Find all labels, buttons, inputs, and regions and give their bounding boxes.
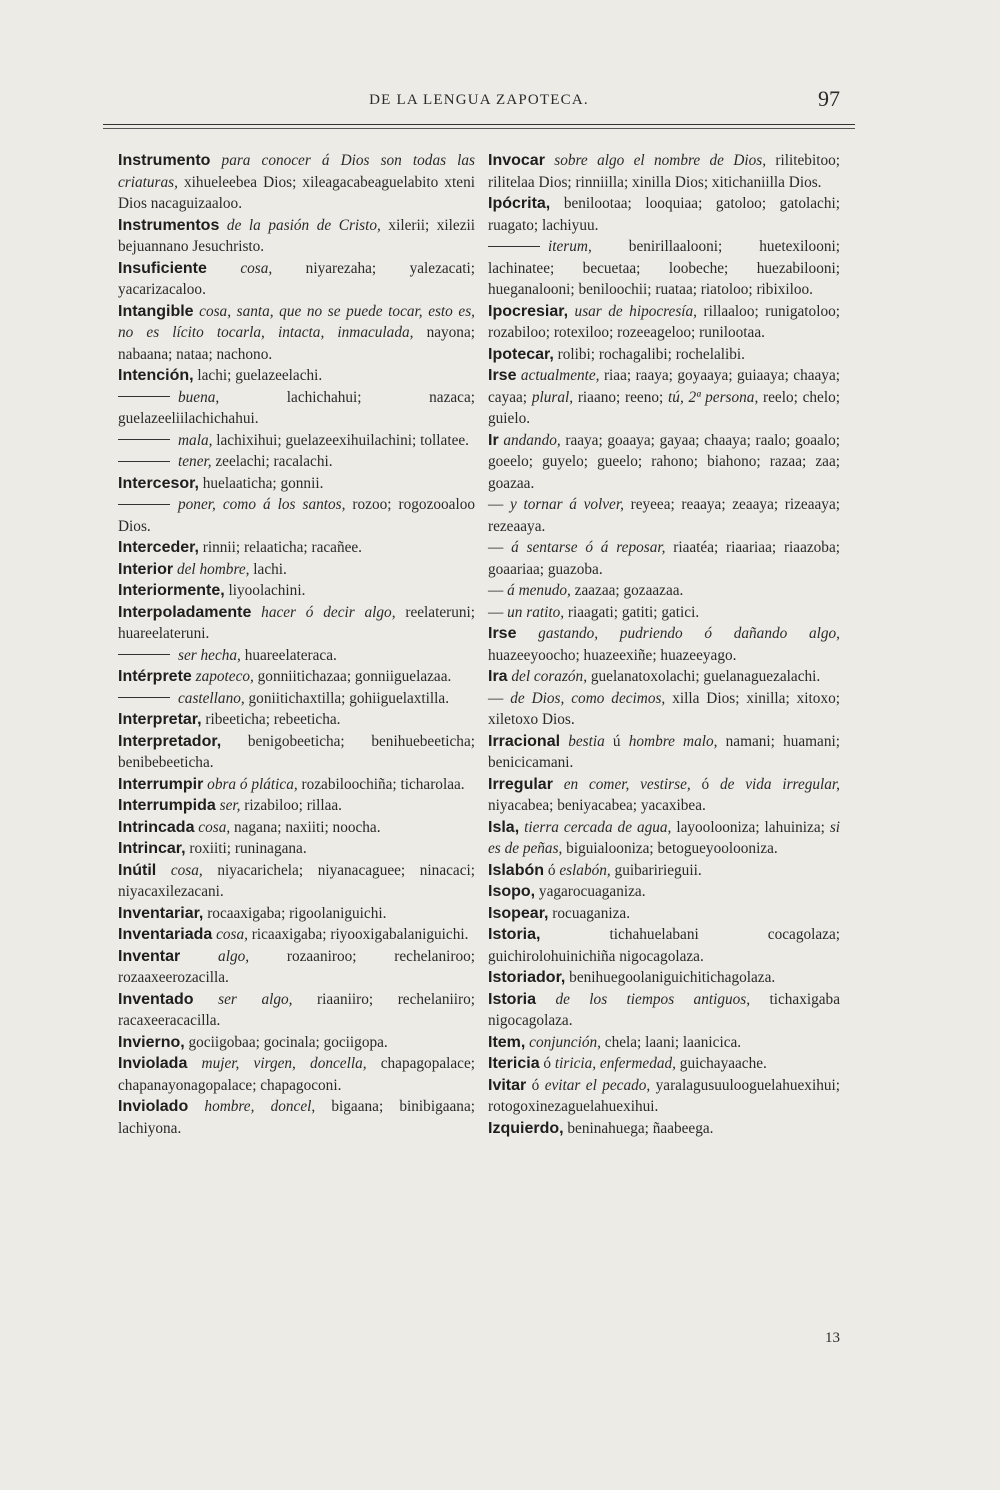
translation-text: ó	[526, 1076, 545, 1094]
gloss-italic: tú, 2ª persona,	[668, 388, 759, 406]
translation-text: guibaririeguii.	[610, 861, 702, 879]
dictionary-entry	[118, 795, 475, 817]
dictionary-entry	[118, 215, 475, 258]
dictionary-entry	[118, 473, 475, 495]
translation-text	[553, 776, 564, 793]
gloss-italic: cosa,	[240, 259, 273, 277]
dictionary-subentry	[118, 430, 475, 452]
translation-text: lachi; guelazeelachi.	[193, 367, 323, 384]
translation-text: benilootaa; looquiaa; gatoloo; gatolachi; ruagato; lachiyuu.	[488, 195, 840, 234]
translation-text: reelateruni; huareelateruni.	[118, 603, 476, 642]
gloss-italic: para conocer á Dios son todas las criaturas,	[118, 152, 475, 191]
dictionary-entry	[118, 666, 475, 688]
dictionary-entry	[118, 774, 475, 796]
translation-text: huelaaticha; gonnii.	[198, 474, 324, 492]
translation-text: riaagati; gatiti; gatici.	[564, 603, 700, 621]
page-header	[118, 86, 840, 120]
dictionary-entry	[488, 731, 840, 774]
gloss-italic: actualmente,	[520, 367, 600, 384]
dictionary-entry	[488, 1053, 840, 1075]
dictionary-entry	[118, 1032, 475, 1054]
translation-text: yaralagusuulooguelahuexihui; rotogoxinezaguelahuexihui.	[488, 1076, 840, 1115]
gloss-italic: hombre malo,	[628, 732, 718, 750]
gloss-italic: gastando, pudriendo ó dañando algo,	[538, 625, 840, 642]
translation-text: tichahuelabani cocagolaza; guichirolohuinichiña nigocagolaza.	[488, 926, 840, 965]
headword: Interceder,	[118, 539, 199, 556]
headword: Izquierdo,	[488, 1119, 564, 1137]
gloss-italic: tiricia, enfermedad,	[554, 1055, 676, 1072]
translation-text	[210, 152, 221, 169]
translation-text: —	[488, 582, 508, 599]
headword: Isopo,	[488, 883, 536, 900]
headword: Invocar	[488, 152, 545, 169]
dictionary-entry	[488, 1118, 840, 1140]
running-title: DE LA LENGUA ZAPOTECA.	[369, 92, 589, 108]
page-number: 97	[818, 86, 840, 111]
headword: Intercesor,	[118, 474, 199, 492]
gloss-italic: de vida irregular,	[719, 775, 841, 793]
translation-text: namani; huamani; benicicamani.	[488, 732, 840, 771]
translation-text	[545, 152, 554, 169]
headword: Irracional	[488, 732, 561, 750]
headword: Interpoladamente	[118, 603, 252, 621]
translation-text	[156, 862, 171, 879]
translation-text: ó	[690, 775, 720, 793]
gloss-italic: del hombre,	[176, 560, 250, 578]
translation-text: lachixihui; guelazeexihuilachini; tollatee.	[212, 431, 469, 449]
translation-text: rozaaniroo; rechelaniroo; rozaaxeerozacilla.	[118, 947, 475, 986]
gloss-italic: castellano,	[178, 689, 245, 707]
ditto-dash	[118, 461, 170, 462]
translation-text: beninahuega; ñaabeega.	[563, 1119, 714, 1137]
headword: Istoria,	[488, 926, 541, 943]
translation-text: rolibi; rochagalibi; rochelalibi.	[553, 345, 745, 363]
dictionary-entry	[488, 688, 840, 731]
headword: Intangible	[118, 302, 194, 320]
translation-text	[194, 991, 219, 1008]
translation-text: riaaniiro; rechelaniiro; racaxeeracacilla.	[118, 990, 475, 1029]
translation-text: nayona; nabaana; nataa; nachono.	[118, 324, 475, 363]
gloss-italic: á menudo,	[507, 582, 571, 599]
header-rule-thick	[103, 124, 855, 125]
dictionary-entry	[488, 989, 840, 1032]
translation-text: xilla Dios; xinilla; xitoxo; xiletoxo Dios.	[488, 689, 840, 728]
headword: Inviolado	[118, 1098, 189, 1115]
headword: Intrincada	[118, 818, 195, 836]
translation-text: niyarezaha; yalezacati; yacarizacaloo.	[118, 259, 475, 298]
gloss-italic: cosa,	[198, 818, 231, 836]
translation-text: goniitichaxtilla; gohiiguelaxtilla.	[244, 689, 450, 707]
gloss-italic: poner, como á los santos,	[178, 496, 346, 513]
header-rule-thin	[103, 128, 855, 129]
translation-text: yagarocuaganiza.	[535, 883, 646, 900]
dictionary-entry	[488, 150, 840, 193]
headword: Irregular	[488, 775, 553, 793]
translation-text: gociigobaa; gocinala; gociigopa.	[184, 1033, 388, 1051]
gloss-italic: hacer ó decir algo,	[261, 603, 396, 621]
dictionary-subentry	[118, 645, 475, 667]
gloss-italic: mala,	[178, 431, 213, 449]
headword: Inventariada	[118, 926, 213, 943]
translation-text	[180, 948, 218, 965]
translation-text: xihueleebea Dios; xileagacabeaguelabito xteni Dios nacaguizaaloo.	[118, 173, 475, 212]
translation-text	[187, 1055, 201, 1072]
dictionary-entry	[118, 1096, 475, 1139]
headword: Inútil	[118, 861, 157, 879]
gloss-italic: y tornar á volver,	[509, 496, 624, 513]
translation-text: benigobeeticha; benihuebeeticha; benibebeeticha.	[118, 732, 475, 771]
dictionary-entry	[118, 817, 475, 839]
headword: Inventariar,	[118, 904, 204, 922]
translation-text: chela; laani; laanicica.	[600, 1033, 742, 1051]
gloss-italic: cosa,	[216, 926, 248, 943]
gloss-italic: ser algo,	[218, 990, 293, 1008]
dictionary-entry	[488, 1032, 840, 1054]
dictionary-entry	[118, 1053, 475, 1096]
translation-text: ricaaxigaba; riyooxigabalaniguichi.	[247, 926, 469, 943]
translation-text: lachi.	[249, 560, 287, 578]
translation-text	[188, 1098, 204, 1115]
dictionary-entry	[118, 150, 475, 215]
gloss-italic: ser,	[219, 797, 241, 814]
translation-text: rocuaganiza.	[548, 904, 631, 922]
translation-text: benirillaalooni; huetexilooni; lachinatee; becuetaa; loobeche; huezabilooni; hueganalooni; beniloochii; ruataa; riatoloo; ribixiloo.	[488, 238, 840, 298]
translation-text: nagana; naxiiti; noocha.	[230, 818, 381, 836]
translation-text: raaya; goaaya; gayaa; chaaya; raalo; goaalo; goeelo; guyelo; gueelo; rahono; biahono; razaa; zaa; goazaa.	[488, 431, 840, 492]
dictionary-entry	[488, 860, 840, 882]
translation-text: rinnii; relaaticha; racañee.	[198, 539, 363, 556]
headword: Istoriador,	[488, 969, 566, 986]
ditto-dash	[118, 697, 170, 698]
translation-text: chapagopalace; chapanayonagopalace; chapagoconi.	[118, 1055, 476, 1094]
translation-text: rozabiloochiña; ticharolaa.	[297, 775, 465, 793]
translation-text: biguialooniza; betogueyoolooniza.	[562, 840, 778, 857]
gloss-italic: cosa, santa, que no se puede tocar, esto es, no es lícito tocarla, intacta, inmaculada,	[118, 302, 475, 341]
translation-text: liyoolachini.	[224, 582, 306, 599]
dictionary-entry	[118, 537, 475, 559]
translation-text: riaatéa; riaariaa; riaazoba; goaariaa; guazoba.	[488, 539, 840, 578]
headword: Interiormente,	[118, 582, 225, 599]
headword: Inventar	[118, 947, 181, 965]
headword: Isopear,	[488, 904, 549, 922]
translation-text	[516, 625, 538, 642]
translation-text: ú	[604, 732, 629, 750]
gloss-italic: mujer, virgen, doncella,	[201, 1055, 367, 1072]
translation-text: zaazaa; gozaazaa.	[570, 582, 684, 599]
translation-text	[536, 991, 555, 1008]
dictionary-entry	[488, 580, 840, 602]
dictionary-entry	[488, 365, 840, 430]
dictionary-entry	[118, 989, 475, 1032]
dictionary-entry	[118, 580, 475, 602]
right-column	[488, 150, 840, 1139]
translation-text: riaano; reeno;	[573, 388, 669, 406]
dictionary-entry	[118, 301, 475, 366]
headword: Invierno,	[118, 1033, 185, 1051]
dictionary-entry	[488, 666, 840, 688]
translation-text: roxiiti; runinagana.	[185, 840, 307, 857]
gloss-italic: usar de hipocresía,	[574, 302, 698, 320]
dictionary-entry	[118, 838, 475, 860]
dictionary-entry	[488, 537, 840, 580]
dictionary-subentry	[118, 451, 475, 473]
gloss-italic: evitar el pecado,	[544, 1076, 651, 1094]
translation-text: reyeea; reaaya; zeaaya; rizeaaya; rezeaaya.	[488, 496, 840, 535]
translation-text: layoolooniza; lahuiniza;	[671, 818, 830, 836]
translation-text: reelo; chelo; guielo.	[488, 388, 840, 427]
gloss-italic: de los tiempos antiguos,	[555, 990, 751, 1008]
dictionary-entry	[118, 924, 475, 946]
gloss-italic: en comer, vestirse,	[563, 775, 691, 793]
headword: Inviolada	[118, 1055, 188, 1072]
headword: Islabón	[488, 861, 545, 879]
dictionary-entry	[488, 193, 840, 236]
gloss-italic: andando,	[503, 431, 561, 449]
translation-text: ó	[544, 861, 560, 879]
dictionary-entry	[488, 967, 840, 989]
headword: Irse	[488, 367, 517, 384]
dictionary-subentry	[118, 494, 475, 537]
headword: Ivitar	[488, 1076, 527, 1094]
dictionary-entry	[488, 774, 840, 817]
headword: Instrumentos	[118, 216, 220, 234]
dictionary-entry	[488, 602, 840, 624]
translation-text: bigaana; binibigaana; lachiyona.	[118, 1098, 475, 1137]
translation-text: ó	[539, 1055, 555, 1072]
dictionary-entry	[118, 559, 475, 581]
headword: Interrumpida	[118, 797, 216, 814]
ditto-dash	[118, 396, 170, 397]
headword: Itericia	[488, 1055, 540, 1072]
translation-text: niyacabea; beniyacabea; yacaxibea.	[488, 797, 706, 814]
dictionary-entry	[118, 602, 475, 645]
translation-text: guichayaache.	[675, 1055, 767, 1072]
translation-text: ribeeticha; rebeeticha.	[201, 711, 341, 728]
gloss-italic: iterum,	[548, 238, 592, 255]
dictionary-subentry	[118, 688, 475, 710]
dictionary-entry	[488, 623, 840, 666]
dictionary-entry	[488, 301, 840, 344]
headword: Intención,	[118, 367, 194, 384]
gloss-italic: conjunción,	[529, 1033, 601, 1051]
headword: Istoria	[488, 990, 537, 1008]
gloss-italic: si es de peñas,	[488, 818, 841, 857]
dictionary-subentry	[118, 387, 475, 430]
translation-text: —	[488, 496, 510, 513]
translation-text: tichaxigaba nigocagolaza.	[488, 990, 840, 1029]
headword: Isla,	[488, 818, 520, 836]
translation-text: benihuegoolaniguichitichagolaza.	[565, 969, 776, 986]
dictionary-entry	[488, 903, 840, 925]
signature-mark: 13	[825, 1330, 840, 1346]
translation-text: lachichahui; nazaca; guelazeeliilachichahui.	[118, 388, 475, 427]
headword: Ir	[488, 431, 499, 449]
headword: Irse	[488, 625, 517, 642]
headword: Ipotecar,	[488, 345, 554, 363]
translation-text: rillaaloo; runigatoloo; rozabiloo; rotexiloo; rozeeageloo; runilootaa.	[488, 302, 840, 341]
headword: Intérprete	[118, 668, 192, 685]
headword: Instrumento	[118, 152, 211, 169]
ditto-dash	[118, 504, 170, 505]
gloss-italic: de la pasión de Cristo,	[226, 216, 381, 234]
gloss-italic: á sentarse ó á reposar,	[511, 539, 666, 556]
gloss-italic: eslabón,	[559, 861, 611, 879]
dictionary-entry	[488, 817, 840, 860]
headword: Interrumpir	[118, 775, 204, 793]
gloss-italic: de Dios, como decimos,	[510, 689, 666, 707]
translation-text: rozoo; rogozooaloo Dios.	[118, 496, 475, 535]
headword: Interior	[118, 560, 174, 578]
gloss-italic: plural,	[531, 388, 574, 406]
gloss-italic: tierra cercada de agua,	[524, 818, 672, 836]
dictionary-entry	[488, 1075, 840, 1118]
translation-text: —	[488, 539, 512, 556]
headword: Insuficiente	[118, 259, 207, 277]
ditto-dash	[118, 439, 170, 440]
gloss-italic: zapoteco,	[195, 668, 254, 685]
ditto-dash	[488, 246, 540, 247]
gloss-italic: algo,	[218, 947, 250, 965]
dictionary-entry	[118, 946, 475, 989]
gloss-italic: buena,	[178, 388, 220, 406]
dictionary-entry	[488, 494, 840, 537]
gloss-italic: cosa,	[170, 861, 203, 879]
translation-text: guelanatoxolachi; guelanaguezalachi.	[587, 668, 821, 685]
dictionary-entry	[488, 881, 840, 903]
translation-text	[207, 260, 240, 277]
translation-text: niyacarichela; niyanacaguee; ninacaci; niyacaxilezacani.	[118, 861, 475, 900]
translation-text: gonniitichazaa; gonniiguelazaa.	[253, 668, 452, 685]
translation-text: zeelachi; racalachi.	[211, 453, 333, 470]
translation-text: huazeeyoocho; huazeexiñe; huazeeyago.	[488, 646, 737, 664]
headword: Inventado	[118, 990, 194, 1008]
translation-text	[219, 217, 227, 234]
headword: Ira	[488, 668, 508, 685]
translation-text: —	[488, 689, 511, 707]
dictionary-entry	[118, 258, 475, 301]
dictionary-entry	[488, 430, 840, 495]
dictionary-subentry	[488, 236, 840, 301]
gloss-italic: tener,	[178, 453, 212, 470]
headword: Intrincar,	[118, 840, 186, 857]
headword: Interpretar,	[118, 711, 202, 728]
dictionary-entry	[118, 365, 475, 387]
headword: Item,	[488, 1033, 526, 1051]
gloss-italic: obra ó plática,	[207, 775, 298, 793]
gloss-italic: bestia	[568, 732, 605, 750]
translation-text: huareelateraca.	[240, 646, 337, 664]
gloss-italic: del corazón,	[511, 668, 588, 685]
translation-text	[560, 733, 568, 750]
headword: Interpretador,	[118, 732, 222, 750]
translation-text: rilitebitoo; rilitelaa Dios; rinniilla; xinilla Dios; xitichaniilla Dios.	[488, 152, 840, 191]
dictionary-entry	[118, 709, 475, 731]
dictionary-entry	[118, 903, 475, 925]
translation-text: —	[488, 603, 508, 621]
dictionary-entry	[488, 344, 840, 366]
dictionary-entry	[488, 924, 840, 967]
translation-text: xilerii; xilezii bejuannano Jesuchristo.	[118, 216, 476, 255]
left-column	[118, 150, 475, 1139]
translation-text	[251, 604, 261, 621]
dictionary-entry	[118, 860, 475, 903]
headword: Ipocresiar,	[488, 302, 569, 320]
translation-text: rizabiloo; rillaa.	[240, 797, 342, 814]
translation-text: riaa; raaya; goyaaya; guiaaya; chaaya; cayaa;	[488, 367, 841, 406]
translation-text: rocaaxigaba; rigoolaniguichi.	[203, 904, 387, 922]
gloss-italic: un ratito,	[507, 603, 565, 621]
headword: Ipócrita,	[488, 195, 551, 212]
dictionary-entry	[118, 731, 475, 774]
ditto-dash	[118, 654, 170, 655]
gloss-italic: hombre, doncel,	[204, 1098, 316, 1115]
gloss-italic: ser hecha,	[178, 646, 241, 664]
gloss-italic: sobre algo el nombre de Dios,	[554, 152, 767, 169]
